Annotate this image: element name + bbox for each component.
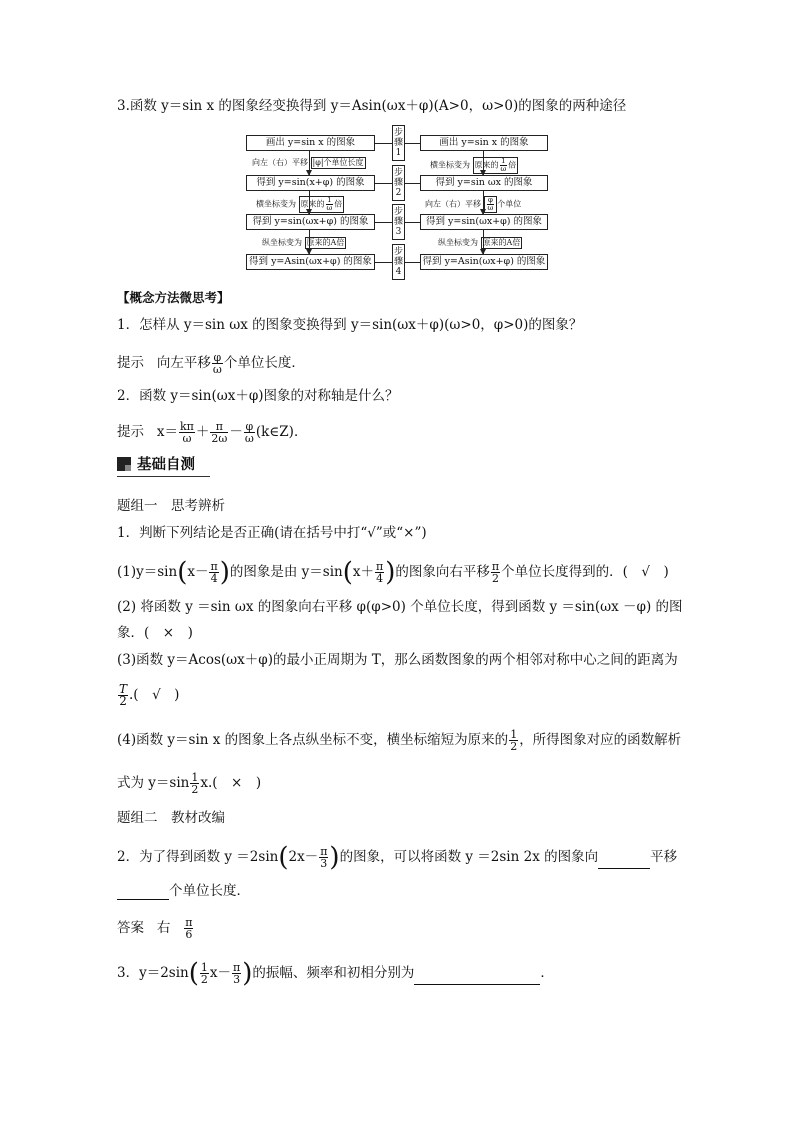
- flow-left-label-2: 横坐标变为 原来的 $\frac{1}{\omega}$ 倍: [256, 196, 343, 212]
- flow-step-2: 步骤2: [392, 165, 405, 201]
- flow-right-2: 得到 y=sin ωx 的图象: [420, 175, 548, 191]
- flow-left-1: 画出 y=sin x 的图象: [246, 135, 375, 151]
- flow-left-label-1: 向左（右）平移 |φ|个单位长度: [252, 158, 364, 167]
- flow-left-4: 得到 y=Asin(ωx+φ) 的图象: [246, 254, 375, 270]
- flow-step-1: 步骤1: [392, 125, 405, 161]
- flow-step-4: 步骤4: [392, 244, 405, 280]
- flow-right-label-1: 横坐标变为 原来的 $\frac{1}{\omega}$ 倍: [430, 157, 517, 173]
- judge-question: 1．判断下列结论是否正确(请在括号中打“√”或“×”): [117, 525, 427, 541]
- flow-right-label-2: 向左（右）平移 $\frac{\varphi}{\omega}$ 个单位: [425, 196, 522, 212]
- concept-q2: 2．函数 y＝sin(ωx＋φ)图象的对称轴是什么？: [117, 388, 399, 404]
- concept-a1: 提示 向左平移 $\frac{\varphi}{\omega}$ 个单位长度．: [117, 351, 305, 376]
- question-3: 3．y＝2sin( $\frac{1}{2}$ x－ $\frac{\pi}{3}$ )的振幅、频率和初相分别为 ．: [117, 958, 554, 989]
- answer-2: 答案 右 $\frac{\pi}{6}$: [117, 916, 193, 941]
- statement-3a: (3)函数 y＝Acos(ωx＋φ)的最小正周期为 T，那么函数图象的两个相邻对称中心之间的距离为: [117, 652, 678, 668]
- statement-3b: $\frac{T}{2}$ .( √ ): [119, 682, 180, 708]
- answer-blank-3[interactable]: [414, 970, 540, 985]
- group1-title: 题组一 思考辨析: [117, 498, 225, 514]
- question-2b: 个单位长度．: [117, 882, 250, 900]
- statement-1: (1)y＝sin(x－ $\frac{\pi}{4}$ )的图象是由 y＝sin(x＋ $\frac{\pi}{4}$ )的图象向右平移 $\frac{\pi}{2}$ 个单位长度得到的．( √ ): [117, 557, 669, 588]
- flow-right-3: 得到 y=sin(ωx+φ) 的图象: [420, 214, 548, 230]
- flow-left-2: 得到 y=sin(x+φ) 的图象: [246, 175, 375, 191]
- statement-2a: (2) 将函数 y ＝sin ωx 的图象向右平移 φ(φ>0) 个单位长度，得到函数 y ＝sin(ωx －φ) 的图: [117, 599, 683, 615]
- group2-title: 题组二 教材改编: [117, 810, 225, 826]
- flow-right-label-3: 纵坐标变为 原来的A倍: [438, 238, 521, 247]
- flow-left-3: 得到 y=sin(ωx+φ) 的图象: [246, 214, 375, 230]
- statement-2b: 象．( × ): [117, 625, 193, 641]
- flow-right-4: 得到 y=Asin(ωx+φ) 的图象: [420, 254, 548, 270]
- concept-title: 【概念方法微思考】: [117, 290, 230, 305]
- statement-4b: 式为 y＝sin $\frac{1}{2}$ x.( × ): [117, 771, 262, 796]
- statement-4a: (4)函数 y＝sin x 的图象上各点纵坐标不变，横坐标缩短为原来的 $\frac{1}{2}$ ，所得图象对应的函数解析: [117, 728, 682, 753]
- flow-step-3: 步骤3: [392, 204, 405, 240]
- answer-blank-direction[interactable]: [598, 854, 650, 869]
- flow-right-1: 画出 y=sin x 的图象: [420, 135, 548, 151]
- flow-left-label-3: 纵坐标变为 原来的A倍: [262, 238, 345, 247]
- heading-3: 3.函数 y＝sin x 的图象经变换得到 y＝Asin(ωx＋φ)(A>0，ω>0)的图象的两种途径: [117, 98, 627, 114]
- question-2a: 2．为了得到函数 y ＝2sin(2x－ $\frac{\pi}{3}$ )的图象，可以将函数 y ＝2sin 2x 的图象向 平移: [117, 842, 678, 873]
- section-title: 基础自测: [117, 456, 195, 474]
- concept-q1: 1．怎样从 y＝sin ωx 的图象变换得到 y＝sin(ωx＋φ)(ω>0，φ>0)的图象？: [117, 317, 583, 333]
- concept-a2: 提示 x＝ $\frac{k\pi}{\omega}$ ＋ $\frac{\pi}{2\omega}$ － $\frac{\varphi}{\omega}$ (k∈Z)．: [117, 420, 308, 445]
- answer-blank-distance[interactable]: [117, 885, 169, 900]
- section-square-icon: [117, 457, 131, 471]
